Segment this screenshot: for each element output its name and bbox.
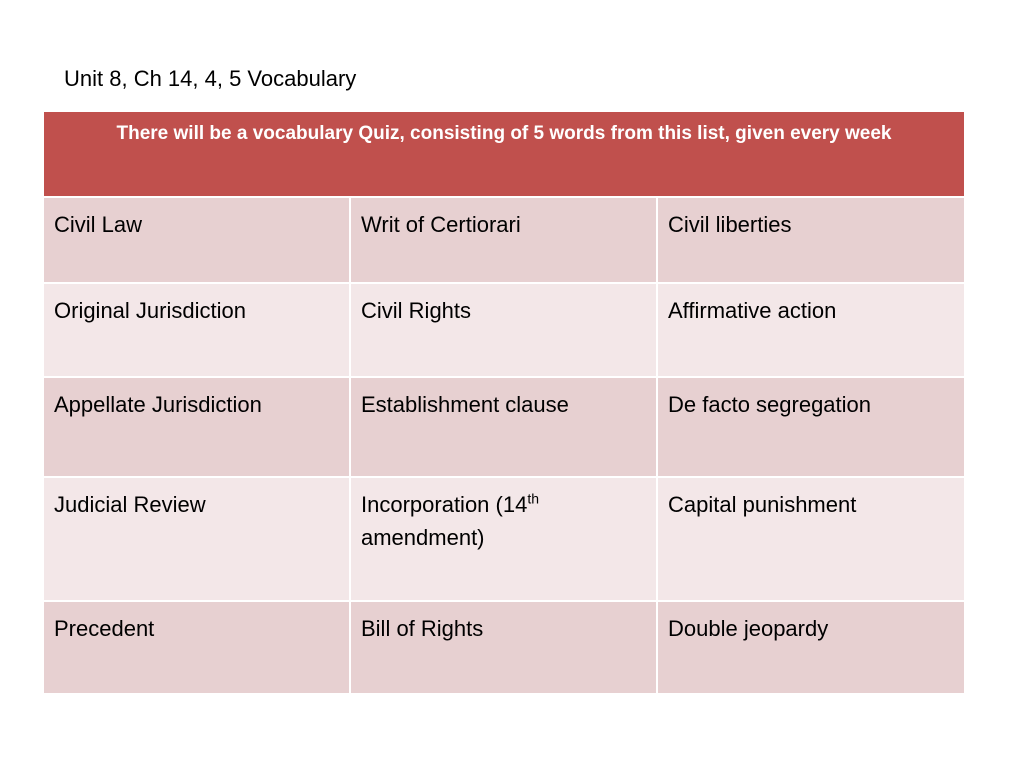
- vocab-term-part: amendment): [361, 525, 485, 550]
- vocab-term: Civil Rights: [350, 283, 657, 377]
- vocab-term: Precedent: [43, 601, 350, 694]
- vocab-term-part: Incorporation (14: [361, 492, 528, 517]
- vocabulary-table: [42, 110, 966, 695]
- vocab-term: De facto segregation: [657, 377, 965, 477]
- table-row: [43, 197, 965, 283]
- vocab-term: Appellate Jurisdiction: [43, 377, 350, 477]
- slide-title: Unit 8, Ch 14, 4, 5 Vocabulary: [64, 66, 357, 91]
- vocab-term: Civil liberties: [657, 197, 965, 283]
- vocab-term: Capital punishment: [657, 477, 965, 601]
- table-row: [43, 377, 965, 477]
- vocab-term: Double jeopardy: [657, 601, 965, 694]
- vocab-term: Original Jurisdiction: [43, 283, 350, 377]
- vocab-term: Affirmative action: [657, 283, 965, 377]
- vocab-term: [350, 477, 657, 601]
- table-row: [43, 283, 965, 377]
- table-row: [43, 477, 965, 601]
- vocab-term: Writ of Certiorari: [350, 197, 657, 283]
- table-header-cell: There will be a vocabulary Quiz, consisting of 5 words from this list, given every week: [43, 111, 965, 197]
- vocab-term: Judicial Review: [43, 477, 350, 601]
- table-row: [43, 601, 965, 694]
- vocab-term-superscript: th: [527, 490, 540, 507]
- vocab-term: Bill of Rights: [350, 601, 657, 694]
- vocab-term: Establishment clause: [350, 377, 657, 477]
- vocab-term: Civil Law: [43, 197, 350, 283]
- table-header-row: [43, 111, 965, 197]
